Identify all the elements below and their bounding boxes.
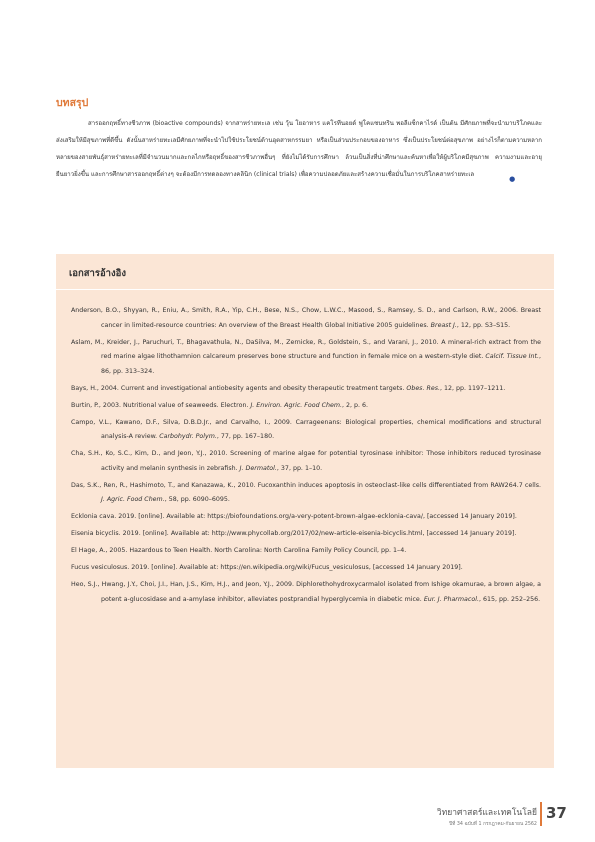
summary-paragraph: [56, 115, 542, 183]
reference-citation: , 615, pp. 252–256.: [478, 595, 541, 603]
reference-item: [71, 304, 541, 333]
reference-citation: , 12, pp. S3–S15.: [456, 321, 511, 329]
reference-journal: Breast J.: [430, 321, 457, 329]
reference-text: Campo, V.L., Kawano, D.F., Silva, D.B.D.Jr., and Carvalho, I., 2009. Carrageenans: Biological properties, chemical modifications and structural analysis-A review.: [71, 418, 541, 440]
summary-text: สารออกฤทธิ์ทางชีวภาพ (bioactive compounds) จากสาหร่ายทะเล เช่น วุ้น โยอาหาร แคโรทีนอยด์ ฟูโคแซนทริน พอลีแซ็กคาไรด์ เป็นต้น มีศักยภาพที่จะนำมาบริโภคและส่งเสริมให้มีสุขภาพที่ดีขึ้น ดังนั้นสาหร่ายทะเลมีศักยภาพที่จะนำไปใช้ประโยชน์ด้านอุตสาหกรรมยา หรือเป็นส่วนประกอบของอาหาร ซึ่งเป็นประโยชน์ต่อสุขภาพ อย่างไรก็ตามความหลากหลายของสายพันธุ์สาหร่ายทะเลที่มีจำนวนมากและกลไกหรือฤทธิ์ของสารชีวภาพอื่นๆ ที่ยังไม่ได้รับการศึกษา ล้วนเป็นสิ่งที่น่าศึกษาและค้นหาเพื่อให้ผู้บริโภคมีสุขภาพ ความงามและอายุยืนยาวยิ่งขึ้น และการศึกษาสารออกฤทธิ์ต่างๆ จะต้องมีการทดลองทางคลินิก (clinical trials) เพื่อความปลอดภัยและสร้างความเชื่อมั่นในการบริโภคสาหร่ายทะเล: [56, 120, 542, 178]
reference-text: Ecklonia cava. 2019. [online]. Available at: https://biofoundations.org/a-very-potent-brown-algae-ecklonia-cava/, [accessed 14 January 2019].: [71, 513, 517, 520]
page-footer: [437, 805, 537, 828]
reference-text: Das, S.K., Ren, R., Hashimoto, T., and Kanazawa, K., 2010. Fucoxanthin induces apoptosis in osteoclast-like cells differentiated from RAW264.7 cells.: [71, 481, 541, 489]
reference-citation: , 37, pp. 1–10.: [276, 464, 323, 472]
reference-citation: , 77, pp. 167–180.: [216, 433, 275, 440]
reference-journal: Calcif. Tissue Int.: [485, 353, 539, 360]
reference-text: Cha, S.H., Ko, S.C., Kim, D., and Jeon, Y.J., 2010. Screening of marine algae for potential tyrosinase inhibitor: Those inhibitors reduced tyrosinase activity and melanin synthesis in zebrafish.: [71, 450, 541, 472]
references-heading: เอกสารอ้างอิง: [69, 268, 126, 279]
summary-heading: บทสรุป: [56, 97, 89, 109]
summary-section: [56, 94, 542, 183]
reference-text: Burtin, P., 2003. Nutritional value of seaweeds. Electron.: [71, 401, 251, 409]
reference-text: Anderson, B.O., Shyyan, R., Eniu, A., Smith, R.A., Yip, C.H., Bese, N.S., Chow, L.W.C., Masood, S., Ramsey, S. D., and Carlson, R.W., 2006. Breast cancer in limited-resource countries: An overview of the Breast Health Global Initiative 2005 guidelines.: [71, 307, 541, 329]
reference-journal: Eur. J. Pharmacol.: [423, 595, 479, 603]
reference-journal: Obes. Res.: [406, 384, 441, 392]
reference-item: [71, 561, 541, 576]
reference-item: [71, 399, 541, 414]
reference-citation: , 2, p. 6.: [342, 401, 369, 409]
references-list: [71, 304, 541, 610]
reference-journal: J. Environ. Agric. Food Chem.: [250, 401, 343, 409]
footer-divider: [540, 802, 542, 826]
reference-text: Fucus vesiculosus. 2019. [online]. Available at: https://en.wikipedia.org/wiki/Fucus_vesiculosus, [accessed 14 January 2019].: [71, 564, 463, 571]
reference-item: [71, 527, 541, 542]
references-box: [56, 254, 554, 768]
end-of-article-icon: ●: [509, 175, 516, 183]
reference-item: [71, 510, 541, 525]
reference-item: [71, 447, 541, 476]
reference-item: [71, 544, 541, 559]
reference-journal: Carbohydr. Polym.: [159, 433, 217, 440]
issue-info: ปีที่ 34 ฉบับที่ 1 กรกฎาคม-กันยายน 2562: [449, 822, 537, 827]
reference-citation: , 58, pp. 6090–6095.: [164, 496, 230, 503]
reference-text: Bays, H., 2004. Current and investigational antiobesity agents and obesity therapeutic treatment targets.: [71, 384, 407, 392]
journal-name: วิทยาศาสตร์และเทคโนโลยี: [436, 808, 537, 818]
reference-item: [71, 416, 541, 445]
reference-citation: , 12, pp. 1197–1211.: [440, 384, 506, 392]
page-number: 37: [546, 804, 567, 822]
reference-journal: J. Dermatol.: [239, 464, 277, 472]
reference-item: [71, 578, 541, 607]
reference-journal: J. Agric. Food Chem.: [101, 496, 165, 503]
reference-item: [71, 479, 541, 508]
reference-text: Eisenia bicyclis. 2019. [online]. Available at: http://www.phycollab.org/2017/02/new-article-eisenia-bicyclis.html, [accessed 14 January 2019].: [71, 530, 517, 537]
references-header: [56, 254, 554, 290]
reference-text: El Hage, A., 2005. Hazardous to Teen Health. North Carolina: North Carolina Family Policy Council, pp. 1–4.: [71, 547, 407, 554]
reference-item: [71, 336, 541, 380]
reference-item: [71, 382, 541, 397]
reference-text: Heo, S.J., Hwang, J.Y., Choi, J.I., Han, J.S., Kim, H.J., and Jeon, Y.J., 2009. Diphlorethohydroxycarmalol isolated from Ishige okamurae, a brown algae, a potent a-glucosidase and a-amylase inhibitor, alleviates postprandial hyperglycemia in diabetic mice.: [71, 581, 541, 603]
reference-text: Aslam, M., Kreider, J., Paruchuri, T., Bhagavathula, N., DaSilva, M., Zernicke, R., Goldstein, S., and Varani, J., 2010. A mineral-rich extract from the red marine algae lithothamnion calcareum preserves bone structure and function in female mice on a western-style diet.: [71, 338, 541, 360]
reference-citation: , 86, pp. 313–324.: [101, 353, 542, 375]
